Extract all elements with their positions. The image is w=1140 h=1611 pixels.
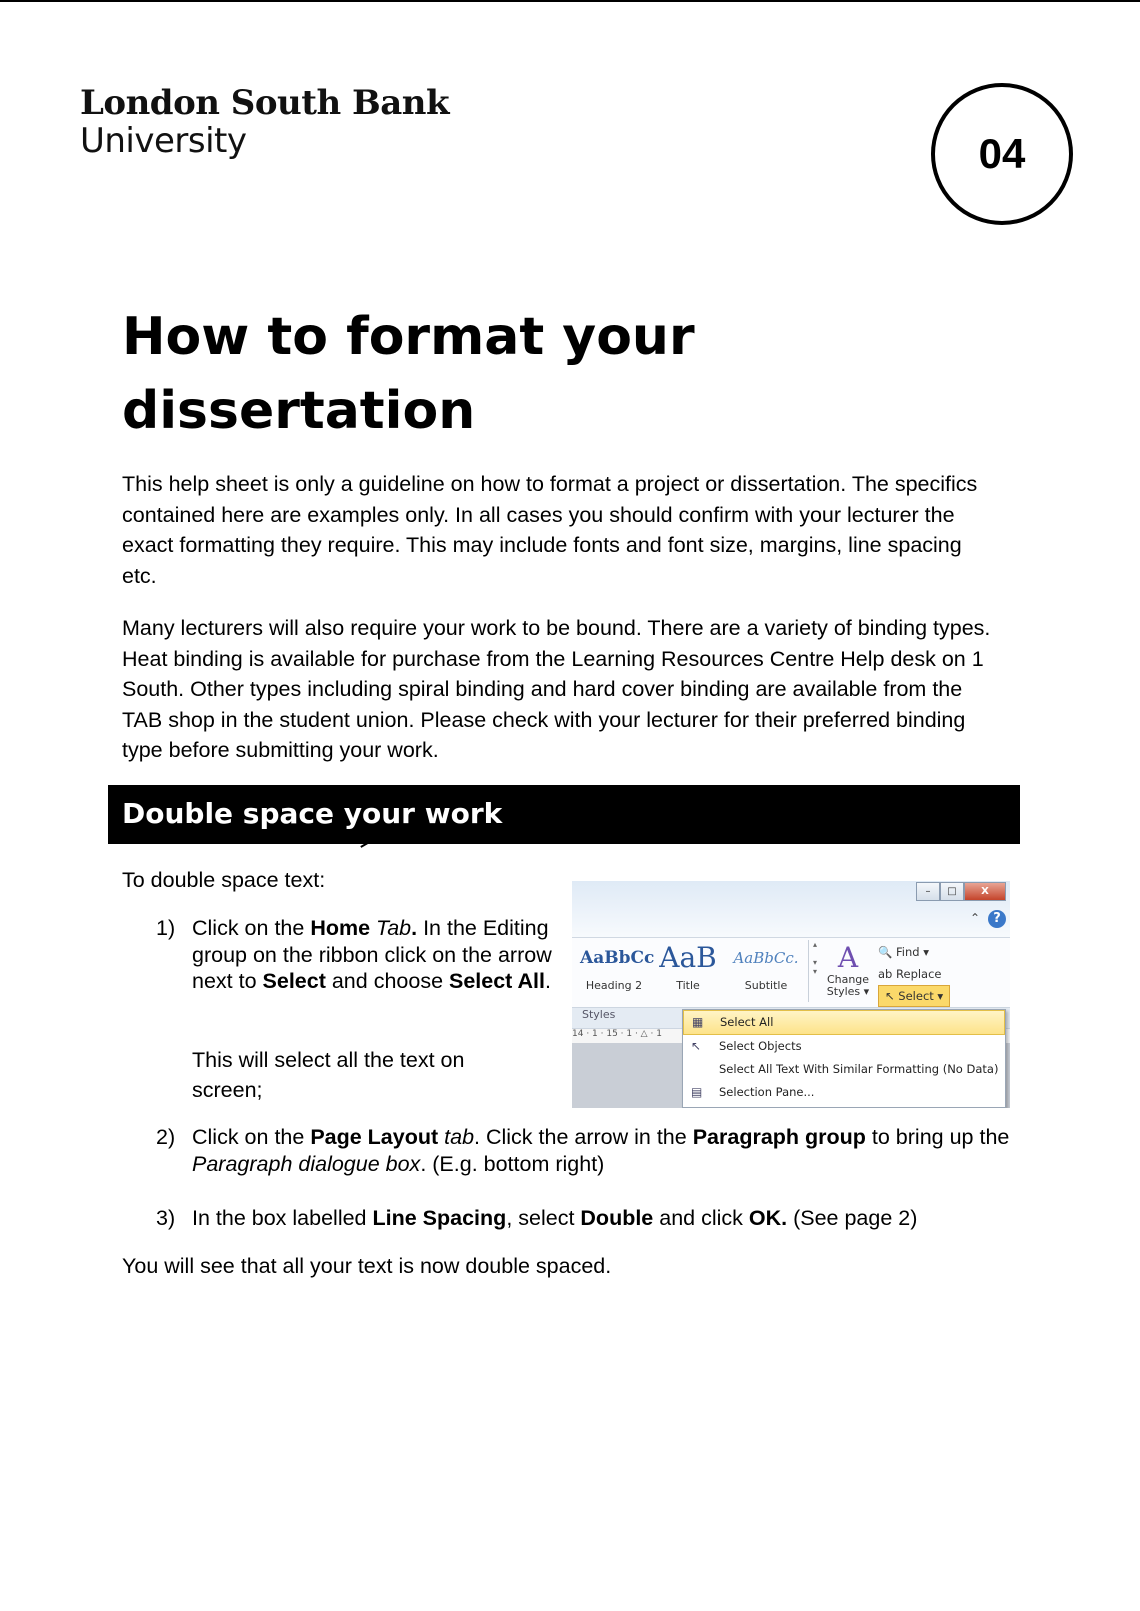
maximize-button[interactable]: □ [940, 882, 964, 901]
intro-paragraph-2: Many lecturers will also require your work to be bound. There are a variety of binding types. Heat binding is available for purchase from the Learning Resources Centre Help desk on 1 South. Other types including spiral binding and hard cover binding are available from the TAB shop in the student union. Please check with your lecturer for their preferred binding type before submitting your work. [122, 616, 991, 762]
word-ribbon-screenshot [572, 881, 1010, 1108]
select-dropdown-menu [682, 1009, 1006, 1108]
ribbon-collapse-icon[interactable]: ⌃ [969, 911, 980, 925]
minimize-button[interactable]: – [916, 882, 940, 901]
step-2-number: 2) [156, 1125, 176, 1149]
style-subtitle[interactable]: AaBbCc. Subtitle [733, 949, 799, 992]
replace-button[interactable]: ab Replace [878, 967, 942, 981]
step-3-text: In the box labelled Line Spacing, select Double and click OK. (See page 2) [192, 1206, 918, 1230]
select-all-icon: ▦ [692, 1015, 704, 1029]
close-button[interactable]: X [964, 882, 1006, 901]
steps-intro: To double space text: [122, 868, 326, 892]
section-heading-bar [108, 785, 1020, 844]
ruler: 14 · 1 · 15 · 1 · △ · 1 [572, 1029, 682, 1043]
style-heading-2[interactable]: AaBbCc Heading 2 [580, 948, 655, 992]
change-styles-button[interactable]: A Change Styles ▾ [826, 941, 870, 998]
replace-icon: ab [878, 967, 893, 981]
styles-group-label-bar: Styles [572, 1007, 1010, 1029]
pointer-icon: ↖ [885, 989, 895, 1003]
styles-scroll-arrows[interactable]: ▴ ▾ ▾ [808, 940, 821, 1002]
menu-item-select-all[interactable]: ▦ Select All [683, 1010, 1005, 1035]
step-1-number: 1) [156, 916, 176, 940]
section-heading: Double space your work [122, 797, 503, 830]
menu-item-select-objects[interactable]: ↖ Select Objects [691, 1039, 802, 1053]
find-button[interactable]: 🔍 Find ▾ [878, 945, 929, 959]
find-icon: 🔍 [878, 945, 893, 959]
change-styles-icon: A [837, 941, 859, 974]
logo-line-2: University [80, 121, 247, 161]
university-logo [80, 84, 449, 160]
step-3-number: 3) [156, 1206, 176, 1230]
step-1-note: This will select all the text on screen; [192, 1048, 465, 1102]
ribbon [572, 937, 1010, 1008]
menu-item-selection-pane[interactable]: ▤ Selection Pane... [691, 1085, 815, 1099]
style-title[interactable]: AaB Title [659, 941, 717, 992]
top-rule [0, 0, 1140, 2]
page-number-badge: 04 [931, 83, 1073, 225]
window-buttons [916, 882, 1006, 901]
select-dropdown-button[interactable]: ↖ Select ▾ [878, 985, 950, 1007]
step-2-text: Click on the Page Layout tab. Click the arrow in the Paragraph group to bring up the Paragraph dialogue box. (E.g. bottom right) [192, 1125, 1010, 1176]
page-title: How to format your dissertation [122, 307, 695, 441]
help-icon[interactable]: ? [988, 910, 1006, 928]
pointer-icon: ↖ [691, 1039, 702, 1053]
menu-item-select-similar[interactable]: Select All Text With Similar Formatting (No Data) [719, 1062, 999, 1076]
step-1-text: Click on the Home Tab. In the Editing group on the ribbon click on the arrow next to Select and choose Select All. [192, 916, 552, 993]
logo-line-1: London South Bank [80, 83, 450, 123]
intro-paragraph-1: This help sheet is only a guideline on how to format a project or dissertation. The specifics contained here are examples only. In all cases you should confirm with your lecturer the exact formatting they require. This may include fonts and font size, margins, line spacing etc. [122, 472, 978, 588]
selection-pane-icon: ▤ [691, 1085, 703, 1099]
closing-sentence: You will see that all your text is now double spaced. [122, 1254, 612, 1278]
editing-group [878, 941, 950, 1007]
